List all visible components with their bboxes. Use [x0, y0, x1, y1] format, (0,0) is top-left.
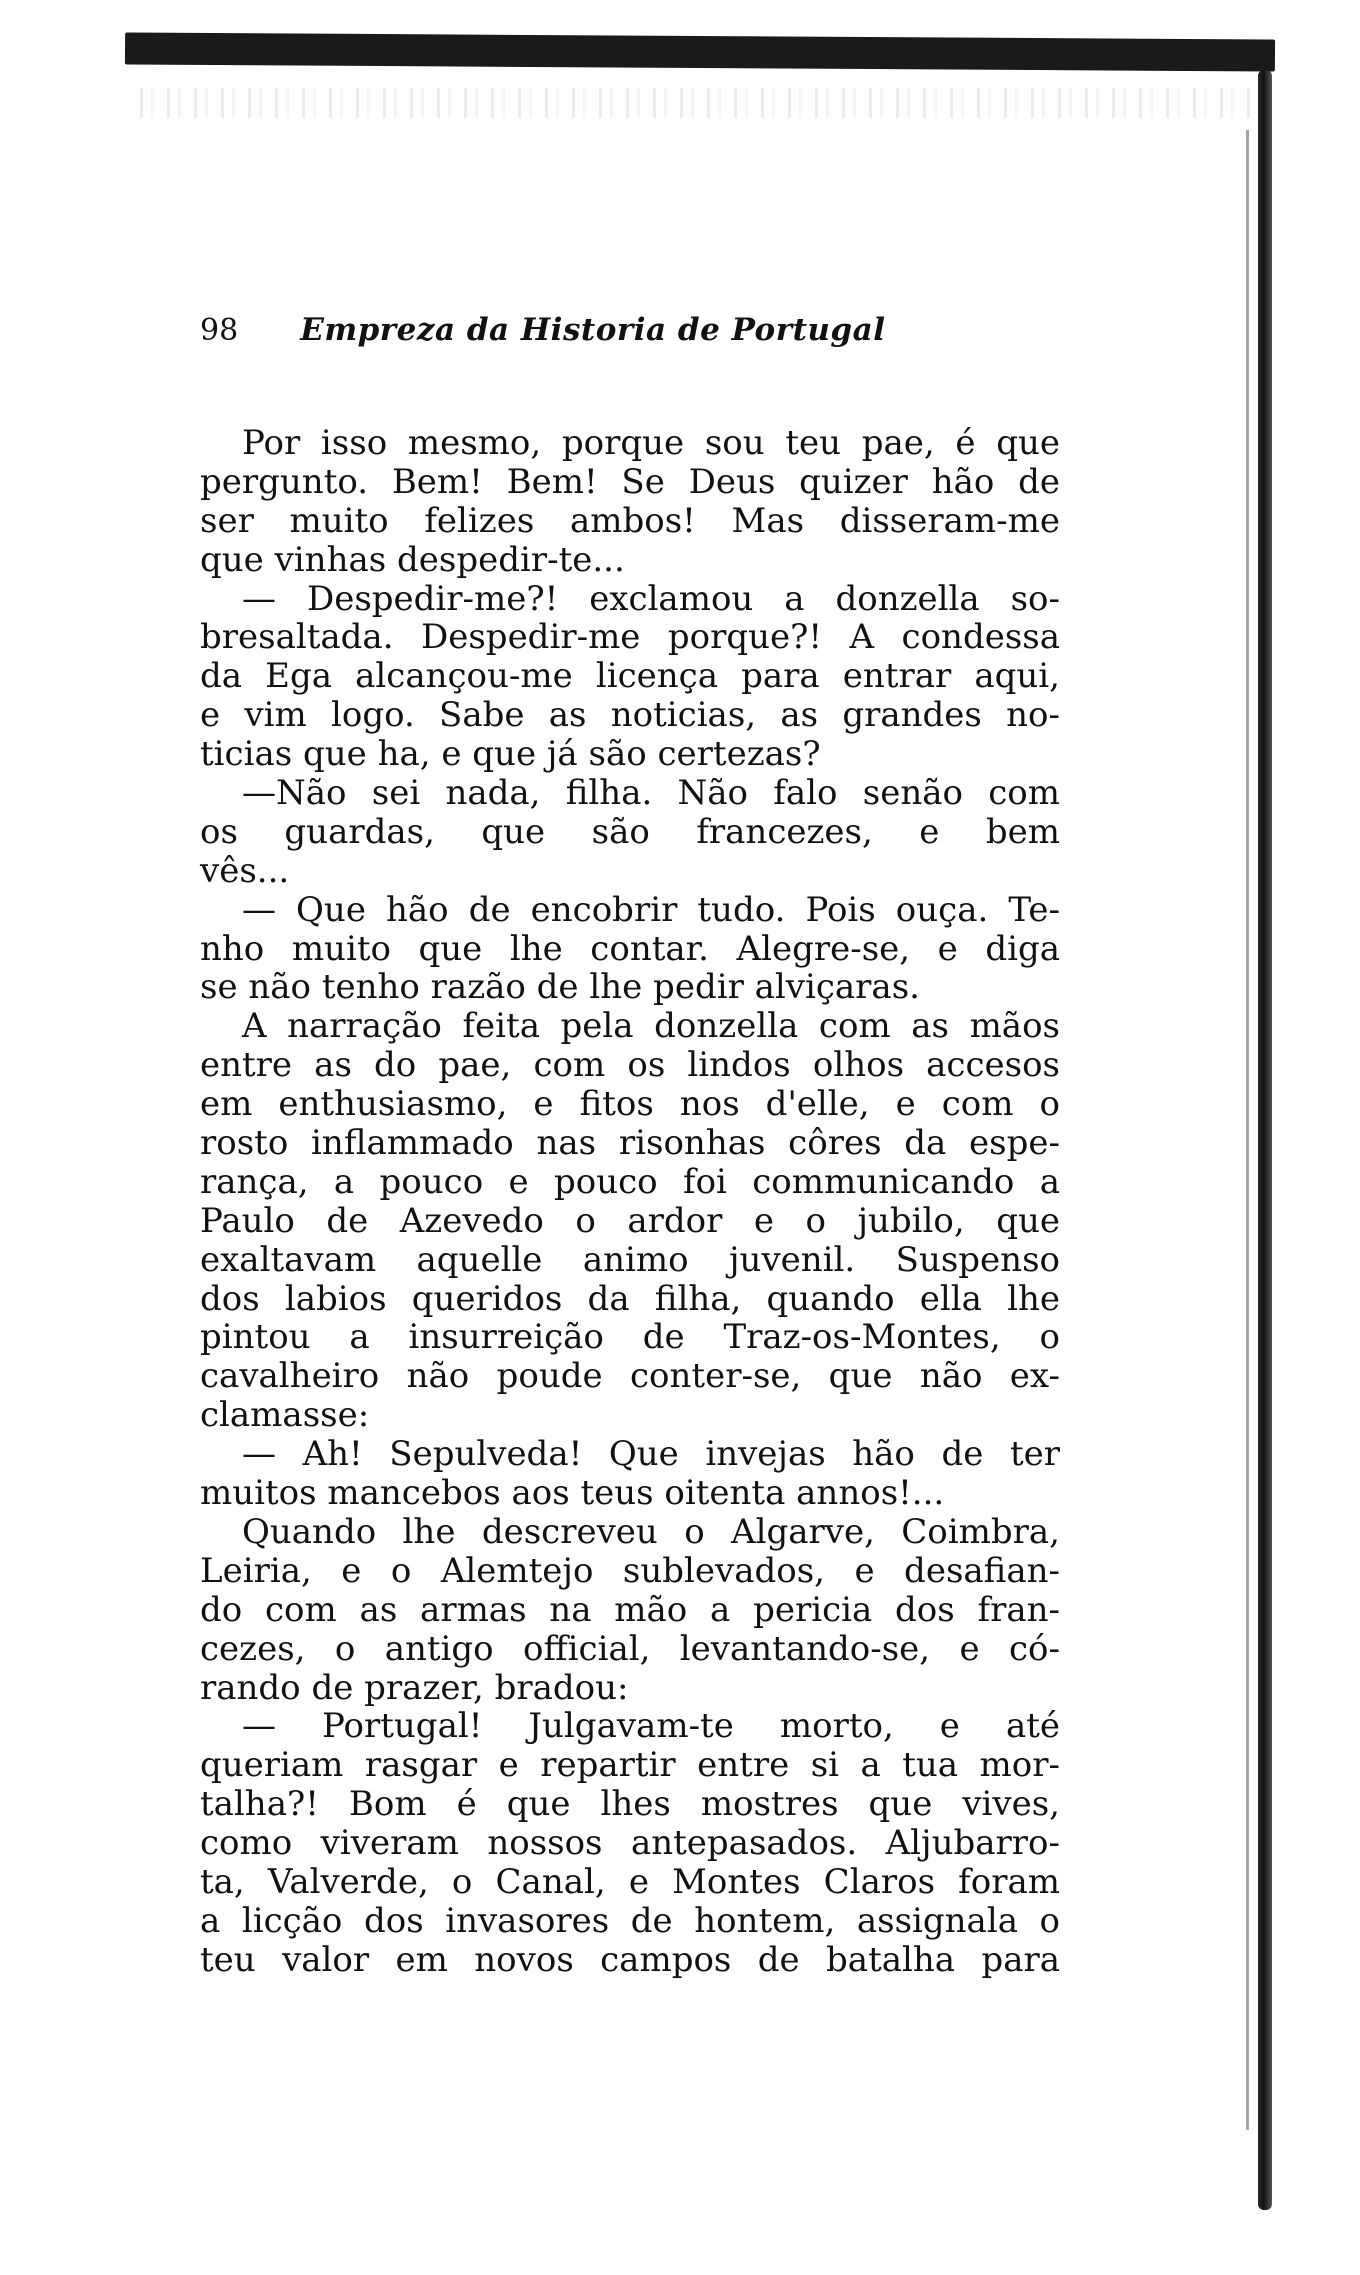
text-line: entre as do pae, com os lindos olhos accesos — [200, 1045, 1060, 1086]
text-line: como viveram nossos antepasados. Aljubarro- — [200, 1823, 1060, 1864]
text-line: da Ega alcançou-me licença para entrar aqui, — [200, 656, 1060, 697]
text-line: ticias que ha, e que já são certezas? — [200, 734, 821, 775]
text-line: rosto inflammado nas risonhas côres da espe- — [200, 1123, 1060, 1164]
text-line: e vim logo. Sabe as noticias, as grandes no- — [200, 695, 1060, 736]
text-line: A narração feita pela donzella com as mãos — [242, 1006, 1060, 1047]
scan-right-edge — [1258, 70, 1272, 2210]
page-header — [200, 312, 1100, 372]
text-line: que vinhas despedir-te... — [200, 539, 625, 580]
text-line: — Portugal! Julgavam-te morto, e até — [242, 1706, 1060, 1747]
text-line: — Que hão de encobrir tudo. Pois ouça. Te- — [242, 889, 1060, 930]
text-line: Por isso mesmo, porque sou teu pae, é que — [242, 423, 1060, 463]
text-line: do com as armas na mão a pericia dos fran- — [200, 1589, 1060, 1630]
text-line: Paulo de Azevedo o ardor e o jubilo, que — [200, 1200, 1060, 1241]
text-line: Quando lhe descreveu o Algarve, Coimbra, — [242, 1511, 1060, 1552]
text-line: a licção dos invasores de hontem, assignala o — [200, 1900, 1060, 1941]
text-line: ser muito felizes ambos! Mas disseram-me — [200, 500, 1060, 541]
text-line: rando de prazer, bradou: — [200, 1667, 629, 1708]
text-line: em enthusiasmo, e fitos nos d'elle, e com o — [200, 1084, 1060, 1125]
text-line: — Despedir-me?! exclamou a donzella so- — [242, 578, 1060, 619]
text-line: Leiria, e o Alemtejo sublevados, e desafian- — [200, 1550, 1060, 1591]
text-line: cezes, o antigo official, levantando-se, e có- — [200, 1628, 1060, 1669]
text-line: se não tenho razão de lhe pedir alviçaras. — [200, 967, 920, 1008]
text-line: —Não sei nada, filha. Não falo senão com — [242, 773, 1060, 814]
scan-top-border — [125, 32, 1275, 71]
text-line: bresaltada. Despedir-me porque?! A condessa — [200, 617, 1060, 658]
text-line: queriam rasgar e repartir entre si a tua mor- — [200, 1745, 1060, 1786]
text-line: teu valor em novos campos de batalha para — [200, 1939, 1060, 1980]
text-line: pergunto. Bem! Bem! Se Deus quizer hão de — [200, 461, 1060, 502]
text-line: clamasse: — [200, 1395, 370, 1436]
text-line: nho muito que lhe contar. Alegre-se, e diga — [200, 928, 1060, 969]
text-line: pintou a insurreição de Traz-os-Montes, o — [200, 1317, 1060, 1358]
scan-noise — [140, 88, 1260, 118]
text-line: — Ah! Sepulveda! Que invejas hão de ter — [242, 1434, 1060, 1475]
text-line: muitos mancebos aos teus oitenta annos!... — [200, 1473, 945, 1514]
text-line: dos labios queridos da filha, quando ella lhe — [200, 1278, 1060, 1319]
body-text — [200, 424, 1060, 1980]
text-line: ta, Valverde, o Canal, e Montes Claros foram — [200, 1861, 1060, 1902]
text-line: rança, a pouco e pouco foi communicando a — [200, 1161, 1060, 1202]
text-line: vês... — [200, 850, 290, 891]
running-title: Empreza da Historia de Portugal — [300, 312, 886, 348]
text-line: cavalheiro não poude conter-se, que não ex- — [200, 1356, 1060, 1397]
text-line: os guardas, que são francezes, e bem — [200, 811, 1060, 852]
scan-binding-shadow — [1246, 130, 1249, 2130]
text-line: exaltavam aquelle animo juvenil. Suspenso — [200, 1239, 1060, 1280]
page-number: 98 — [200, 313, 239, 348]
text-line: talha?! Bom é que lhes mostres que vives, — [200, 1784, 1060, 1825]
